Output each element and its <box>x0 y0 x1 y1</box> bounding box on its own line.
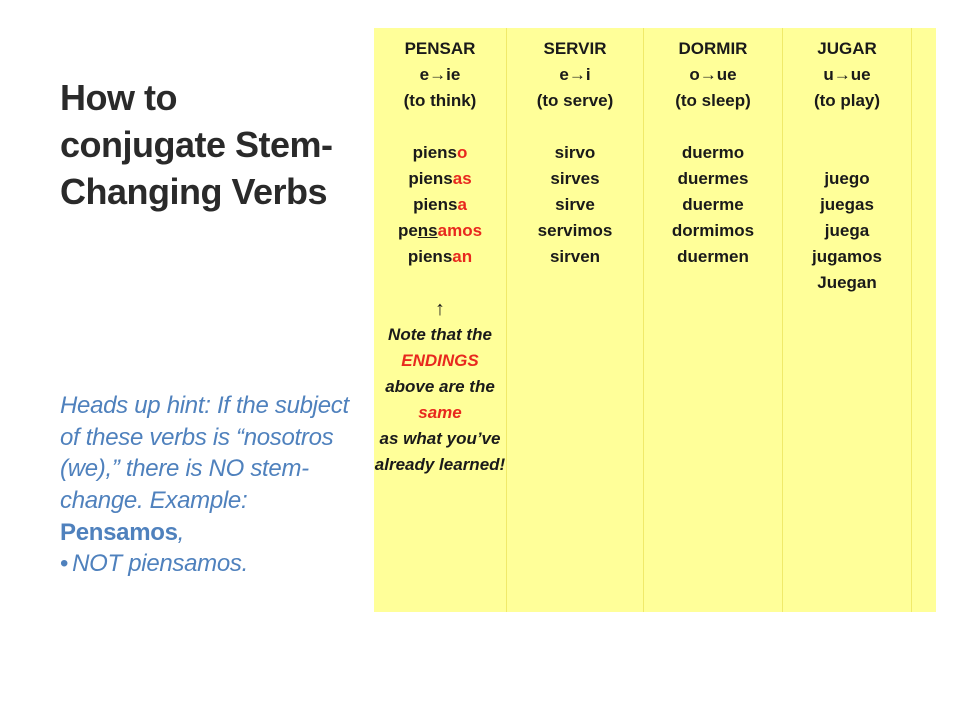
verb-name: DORMIR <box>678 39 748 58</box>
stem-change: o→ue <box>689 65 737 84</box>
conjugation-el: duerme <box>682 195 744 214</box>
conjugation-yo: sirvo <box>554 143 596 162</box>
conjugation-el: piensa <box>413 195 467 214</box>
conjugation-nosotros: pensamos <box>397 221 483 240</box>
stem-change: u→ue <box>823 65 871 84</box>
conjugation-nosotros: jugamos <box>812 247 882 266</box>
hint-text-box <box>60 390 360 580</box>
hint-bullet <box>60 548 360 580</box>
conjugation-ellos: sirven <box>549 247 601 266</box>
conjugation-tu: juegas <box>820 195 874 214</box>
hint-paragraph <box>60 390 360 548</box>
hint-example-tail: , <box>177 518 185 546</box>
slide-title: How to conjugate Stem-Changing Verbs <box>60 77 333 212</box>
hint-bullet-text: NOT piensamos. <box>72 550 248 578</box>
verb-meaning: (to serve) <box>536 91 614 110</box>
conjugation-yo: duermo <box>681 143 745 162</box>
conjugation-ellos: Juegan <box>817 273 877 292</box>
conjugation-tu: piensas <box>408 169 472 188</box>
table-row <box>374 28 936 612</box>
stem-change: e→ie <box>419 65 461 84</box>
conjugation-ellos: piensan <box>407 247 473 266</box>
verb-meaning: (to play) <box>813 91 881 110</box>
verb-conjugation-table <box>374 28 936 612</box>
empty-column <box>912 28 937 612</box>
verb-meaning: (to sleep) <box>675 91 751 110</box>
bullet-dot-icon: • <box>60 550 69 578</box>
verb-name: SERVIR <box>543 39 607 58</box>
conjugation-tu: sirves <box>550 169 600 188</box>
conjugation-yo: juego <box>824 169 870 188</box>
arrow-up-icon: ↑ <box>435 298 445 320</box>
conjugation-ellos: duermen <box>677 247 749 266</box>
hint-example-word: Pensamos <box>60 518 178 546</box>
endings-note: Note that the ENDINGS above are the same as what you’ve already learned! <box>374 325 506 474</box>
conjugation-el: sirve <box>555 195 595 214</box>
verb-meaning: (to think) <box>403 91 477 110</box>
conjugation-yo: pienso <box>412 143 468 162</box>
column-jugar <box>783 28 912 612</box>
column-servir <box>507 28 644 612</box>
verb-name: JUGAR <box>817 39 877 58</box>
conjugation-el: juega <box>824 221 870 240</box>
hint-text: Heads up hint: If the subject of these verbs is “nosotros (we),” there is NO stem-change. Example: <box>60 392 349 515</box>
verb-name: PENSAR <box>404 39 476 58</box>
stem-change: e→i <box>559 65 591 84</box>
column-dormir <box>644 28 783 612</box>
conjugation-nosotros: dormimos <box>671 221 755 240</box>
column-pensar <box>374 28 507 612</box>
conjugation-nosotros: servimos <box>537 221 613 240</box>
conjugation-tu: duermes <box>677 169 749 188</box>
